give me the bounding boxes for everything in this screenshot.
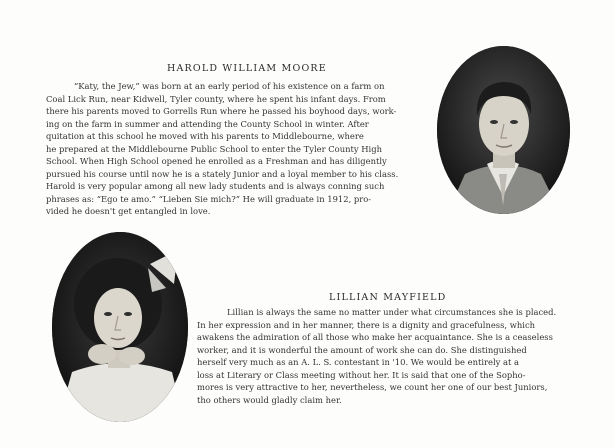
- bio-line: loss at Literary or Class meeting without her. It is said that one of the Sopho-: [197, 369, 526, 380]
- bio-line: Harold is very popular among all new lady students and is always conning such: [46, 181, 385, 191]
- portrait-lillian-photo: [52, 232, 188, 422]
- bio-line: mores is very attractive to her, nevertheless, we count her one of our best Juniors,: [197, 382, 548, 392]
- profile-name: HAROLD WILLIAM MOORE: [167, 63, 327, 74]
- bio-line: School. When High School opened he enrolled as a Freshman and has diligently: [46, 156, 387, 166]
- bio-line: Coal Lick Run, near Kidwell, Tyler county, where he spent his infant days. From: [46, 93, 386, 104]
- bio-line: ing on the farm in summer and attending the County School in winter. After: [46, 118, 369, 129]
- bio-line: pursued his course until now he is a stately Junior and a loyal member to his class.: [46, 168, 399, 179]
- bio-line: Lillian is always the same no matter under what circumstances she is placed.: [227, 307, 557, 317]
- bio-line: he prepared at the Middlebourne Public School to enter the Tyler County High: [46, 143, 382, 154]
- bio-line: “Katy, the Jew,” was born at an early period of his existence on a farm on: [74, 81, 385, 91]
- bio-line: worker, and it is wonderful the amount of work she can do. She distinguished: [197, 344, 527, 355]
- portrait-harold: [437, 46, 570, 214]
- portrait-lillian: [52, 232, 188, 422]
- profile-bio: [197, 306, 589, 406]
- profile-bio: [46, 80, 432, 218]
- bio-line: vided he doesn't get entangled in love.: [46, 206, 211, 216]
- bio-line: awakens the admiration of all those who make her acquaintance. She is a ceaseless: [197, 332, 553, 342]
- bio-line: herself very much as an A. L. S. contestant in '10. We would be entirely at a: [197, 357, 520, 367]
- bio-line: quitation at this school he moved with his parents to Middlebourne, where: [46, 131, 364, 141]
- portrait-harold-photo: [437, 46, 570, 214]
- bio-line: In her expression and in her manner, there is a dignity and gracefulness, which: [197, 319, 536, 330]
- bio-line: there his parents moved to Gorrells Run where he passed his boyhood days, work-: [46, 106, 397, 116]
- profile-name: LILLIAN MAYFIELD: [329, 292, 447, 303]
- bio-line: tho others would gladly claim her.: [197, 394, 342, 405]
- bio-line: phrases as: “Ego te amo.” “Lieben Sie mich?” He will graduate in 1912, pro-: [46, 193, 372, 204]
